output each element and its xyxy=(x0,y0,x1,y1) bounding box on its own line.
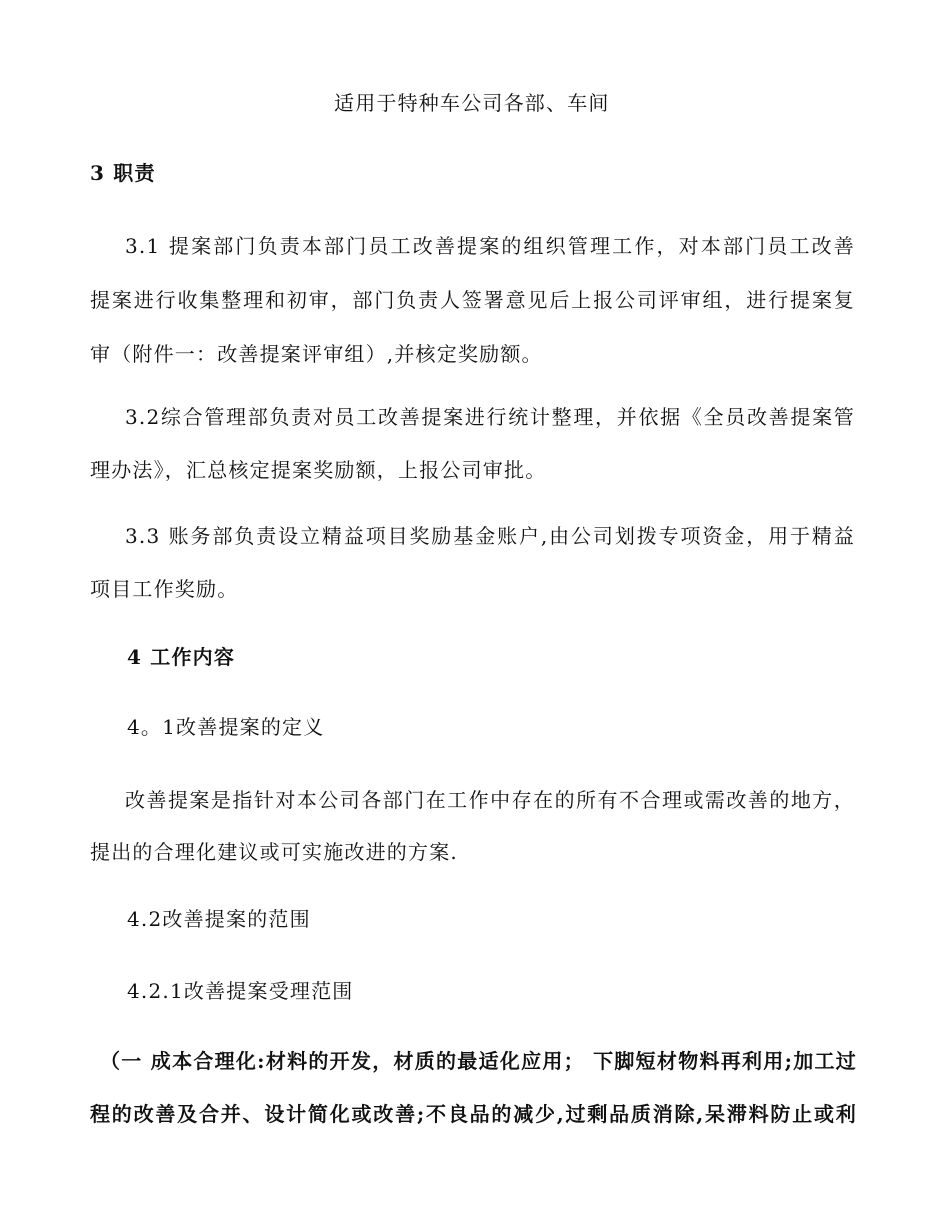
paragraph-3-1-line-3: 审（附件一：改善提案评审组）,并核定奖励额。 xyxy=(90,342,543,366)
paragraph-3-1-line-2: 提案进行收集整理和初审，部门负责人签署意见后上报公司评审组，进行提案复 xyxy=(90,288,855,312)
cost-item-line-2: 程的改善及合并、设计简化或改善;不良品的减少,过剩品质消除,呆滞料防止或利 xyxy=(90,1102,857,1126)
subsection-4-2-heading: 4.2改善提案的范围 xyxy=(127,907,311,931)
scope-line: 适用于特种车公司各部、车间 xyxy=(334,91,610,115)
paragraph-3-1-line-1: 3.1 提案部门负责本部门员工改善提案的组织管理工作，对本部门员工改善 xyxy=(125,234,855,258)
definition-line-1: 改善提案是指针对本公司各部门在工作中存在的所有不合理或需改善的地方， xyxy=(125,788,855,812)
definition-line-2: 提出的合理化建议或可实施改进的方案. xyxy=(90,840,458,864)
section-3-heading: 3 职责 xyxy=(90,161,156,185)
paragraph-3-2-line-2: 理办法》，汇总核定提案奖励额，上报公司审批。 xyxy=(90,458,547,482)
paragraph-3-3-line-1: 3.3 账务部负责设立精益项目奖励基金账户,由公司划拨专项资金，用于精益 xyxy=(125,524,855,548)
subsection-4-2-1-heading: 4.2.1改善提案受理范围 xyxy=(127,979,354,1003)
section-4-heading: 4 工作内容 xyxy=(127,645,236,669)
subsection-4-1-heading: 4。1改善提案的定义 xyxy=(127,715,325,739)
paragraph-3-3-line-2: 项目工作奖励。 xyxy=(90,577,239,601)
paragraph-3-2-line-1: 3.2综合管理部负责对员工改善提案进行统计整理，并依据《全员改善提案管 xyxy=(125,405,855,429)
cost-item-line-1: （一 成本合理化:材料的开发，材质的最适化应用； 下脚短材物料再利用;加工过 xyxy=(100,1049,857,1073)
